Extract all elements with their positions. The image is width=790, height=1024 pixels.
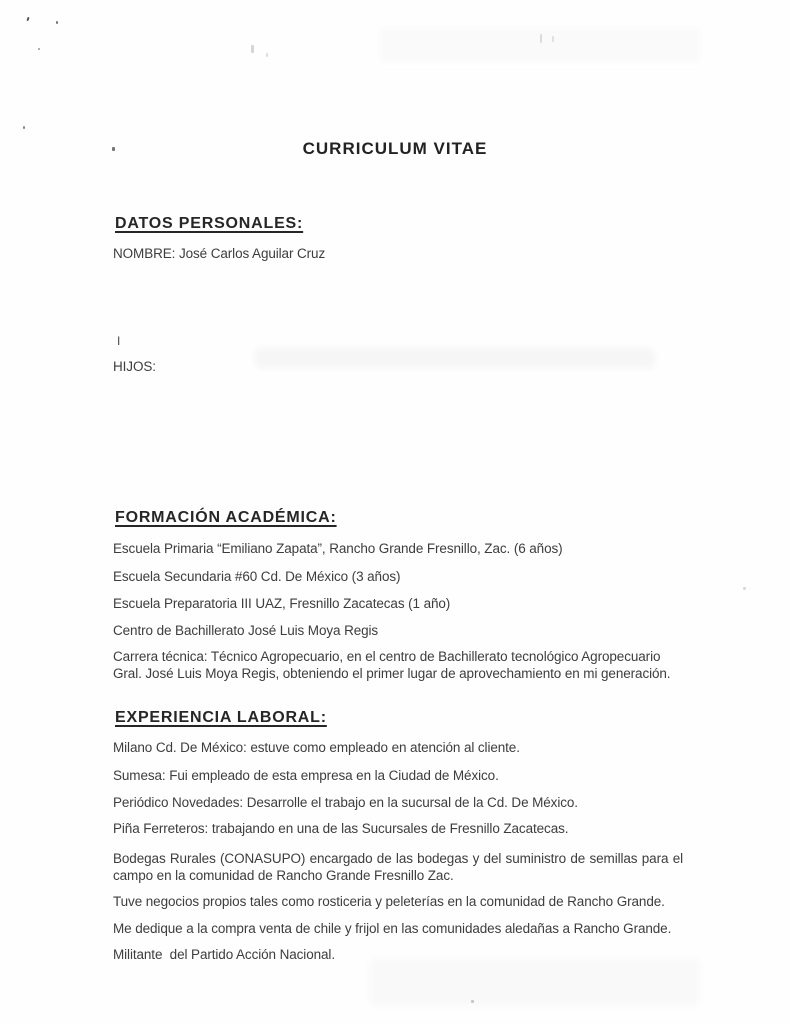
section-heading-experiencia-laboral: EXPERIENCIA LABORAL: — [115, 709, 327, 726]
scan-speck — [56, 21, 58, 24]
scan-speck — [23, 126, 25, 129]
scan-smudge — [380, 28, 700, 62]
document-title: CURRICULUM VITAE — [302, 139, 488, 158]
experiencia-line-periodico: Periódico Novedades: Desarrolle el trabajo en la sucursal de la Cd. De México. — [113, 795, 578, 810]
formacion-line-carrera-tecnica: Carrera técnica: Técnico Agropecuario, en el centro de Bachillerato tecnológico Agropecuario Gral. José Luis Moya Regis, obteniendo el primer lugar de aprovechamiento en mi generación. — [113, 649, 671, 681]
experiencia-line-pina-ferreteros: Piña Ferreteros: trabajando en una de las Sucursales de Fresnillo Zacatecas. — [113, 821, 569, 836]
formacion-line-preparatoria: Escuela Preparatoria III UAZ, Fresnillo Zacatecas (1 año) — [113, 596, 451, 611]
experiencia-line-negocios-propios: Tuve negocios propios tales como rosticeria y peleterías en la comunidad de Rancho Grande. — [113, 894, 665, 909]
scan-speck — [112, 147, 115, 151]
hijos-label: HIJOS: — [113, 359, 156, 374]
scan-speck — [26, 17, 29, 21]
stray-scan-mark: I — [117, 334, 121, 348]
section-heading-formacion-academica: FORMACIÓN ACADÉMICA: — [115, 509, 337, 526]
scan-speck — [266, 53, 268, 57]
experiencia-line-militante: Militante del Partido Acción Nacional. — [113, 947, 335, 962]
scan-speck — [743, 587, 746, 590]
formacion-line-secundaria: Escuela Secundaria #60 Cd. De México (3 años) — [113, 569, 401, 584]
nombre-line: NOMBRE: José Carlos Aguilar Cruz — [113, 246, 326, 261]
experiencia-line-compra-venta: Me dedique a la compra venta de chile y frijol en las comunidades aledañas a Rancho Grande. — [113, 921, 672, 936]
formacion-line-primaria: Escuela Primaria “Emiliano Zapata”, Rancho Grande Fresnillo, Zac. (6 años) — [113, 541, 563, 556]
experiencia-line-bodegas-rurales: Bodegas Rurales (CONASUPO) encargado de las bodegas y del suministro de semillas para el campo en la comunidad de Rancho Grande Fresnillo Zac. — [113, 851, 687, 883]
experiencia-line-milano: Milano Cd. De México: estuve como empleado en atención al cliente. — [113, 740, 520, 755]
formacion-line-bachillerato: Centro de Bachillerato José Luis Moya Regis — [113, 623, 379, 638]
scan-speck — [38, 48, 40, 50]
scan-smudge — [255, 348, 655, 368]
scan-speck — [251, 45, 254, 53]
scan-smudge — [370, 958, 700, 1006]
section-heading-datos-personales: DATOS PERSONALES: — [115, 215, 304, 232]
experiencia-line-sumesa: Sumesa: Fui empleado de esta empresa en la Ciudad de México. — [113, 768, 499, 783]
